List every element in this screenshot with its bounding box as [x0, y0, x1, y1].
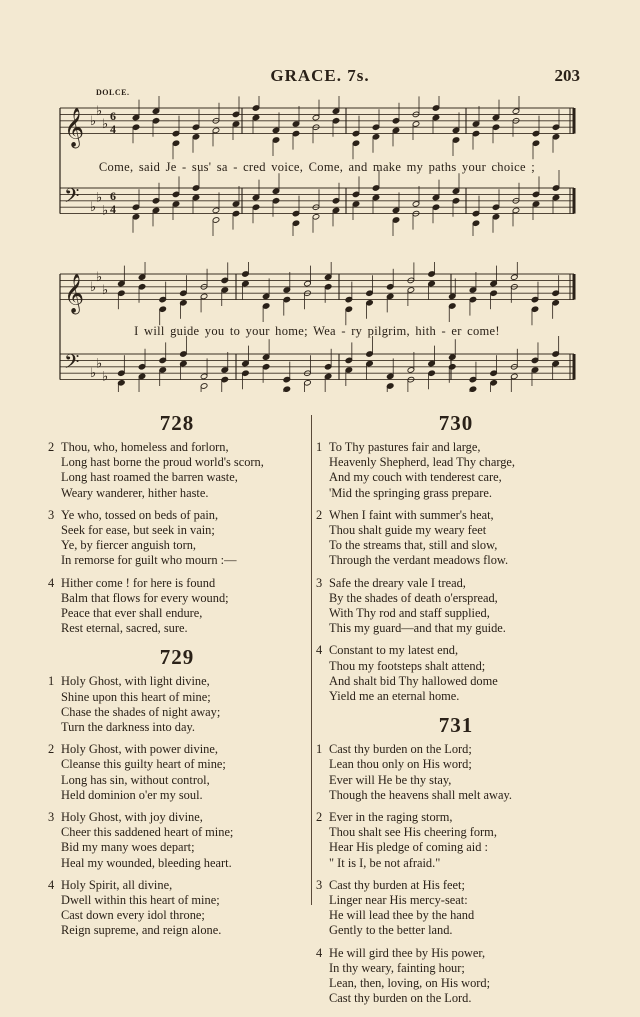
stanza-number: 1 [48, 674, 55, 689]
hymn-730 [316, 412, 596, 704]
verse-text: Cheer this saddened heart of mine; [61, 825, 234, 840]
verse-line [48, 576, 306, 591]
verse-line [316, 523, 596, 538]
stanza-number: 3 [316, 575, 323, 590]
verse-text: With Thy rod and staff supplied, [329, 606, 490, 621]
time-signature: 6 [110, 109, 116, 123]
verse-text: Lean thou only on His word; [329, 757, 472, 772]
verse-text: Rest eternal, sacred, sure. [61, 621, 188, 636]
stanza-number: 4 [316, 643, 323, 658]
verse-text: Cast thy burden on the Lord. [329, 991, 472, 1006]
verse-text: Gently to the better land. [329, 923, 453, 938]
stanza [48, 810, 306, 871]
verse-text: Holy Ghost, with power divine, [61, 742, 218, 757]
lyrics-line-2: I will guide you to your home; Wea - ry pilgrim, hith - er come! [134, 324, 500, 338]
verse-line [316, 773, 596, 788]
verse-line [48, 606, 306, 621]
verse-line [48, 690, 306, 705]
stanza-list [316, 440, 596, 704]
verse-line [316, 976, 596, 991]
stanza-list [48, 440, 306, 636]
verse-line [48, 621, 306, 636]
verse-line [316, 991, 596, 1006]
lyrics-line-1: Come, said Je - sus' sa - cred voice, Come, and make my paths your choice ; [98, 160, 536, 174]
verse-line [316, 576, 596, 591]
verse-line [316, 856, 596, 871]
column-divider [311, 415, 312, 905]
verse-line [48, 825, 306, 840]
page-number: 203 [554, 66, 580, 85]
flat-icon: ♭ [102, 116, 109, 131]
stanza-number: 2 [316, 810, 323, 825]
verse-line [316, 788, 596, 803]
music-system-1 [56, 96, 578, 236]
verse-text: Seek for ease, but seek in vain; [61, 523, 215, 538]
verse-text: Ever will He be thy stay, [329, 772, 452, 787]
verse-line [316, 470, 596, 485]
verse-text: Through the verdant meadows flow. [329, 553, 509, 568]
verse-text: 'Mid the springing grass prepare. [329, 485, 492, 500]
verse-text: To Thy pastures fair and large, [329, 440, 481, 454]
verse-text: Heal my wounded, bleeding heart. [61, 855, 232, 870]
hymn-number: 730 [438, 411, 474, 435]
left-column [48, 412, 306, 949]
stanza-number: 1 [316, 440, 323, 454]
verse-line [48, 440, 306, 455]
bass-clef-icon: 𝄢 [64, 184, 80, 212]
verse-text: " It is I, be not afraid." [329, 855, 441, 870]
verse-line [316, 508, 596, 523]
tune-title: GRACE. 7s. [270, 66, 370, 85]
verse-text: Turn the darkness into day. [61, 720, 195, 735]
right-column [316, 412, 596, 1017]
verse-line [316, 486, 596, 501]
verse-line [48, 486, 306, 501]
verse-text: Ye who, tossed on beds of pain, [61, 507, 219, 522]
verse-text: Yield me an eternal home. [329, 689, 460, 704]
verse-text: Held dominion o'er my soul. [61, 787, 203, 802]
stanza [316, 742, 596, 803]
bass-clef-icon: 𝄢 [64, 350, 80, 378]
stanza-list [48, 674, 306, 938]
verse-text: Thou my footsteps shalt attend; [329, 658, 486, 673]
stanza [316, 643, 596, 704]
verse-line [48, 908, 306, 923]
stanza [316, 878, 596, 939]
verse-line [48, 720, 306, 735]
verse-line [48, 773, 306, 788]
verse-line [48, 674, 306, 689]
verse-line [316, 440, 596, 455]
verse-text: In thy weary, fainting hour; [329, 960, 465, 975]
verse-text: When I faint with summer's heat, [329, 507, 494, 522]
verse-text: Dwell within this heart of mine; [61, 893, 220, 908]
tempo-marking: DOLCE. [96, 88, 130, 97]
verse-line [48, 591, 306, 606]
verse-line [316, 742, 596, 757]
verse-text: And shalt bid Thy hallowed dome [329, 673, 498, 688]
verse-line [48, 893, 306, 908]
stanza-number: 3 [48, 810, 55, 825]
stanza [48, 440, 306, 501]
stanza [316, 810, 596, 871]
verse-text: Shine upon this heart of mine; [61, 689, 211, 704]
stanza [48, 674, 306, 735]
verse-line [316, 946, 596, 961]
verse-line [48, 508, 306, 523]
stanza [48, 742, 306, 803]
verse-line [316, 538, 596, 553]
verse-line [316, 643, 596, 658]
flat-icon: ♭ [102, 282, 109, 297]
verse-text: Ever in the raging storm, [329, 810, 453, 825]
verse-text: Thou shalt see His cheering form, [329, 825, 497, 840]
verse-text: Cast thy burden on the Lord; [329, 742, 472, 757]
verse-line [48, 705, 306, 720]
verse-text: By the shades of death o'erspread, [329, 590, 498, 605]
hymn-729 [48, 646, 306, 938]
verse-line [48, 455, 306, 470]
verse-line [48, 810, 306, 825]
verse-line [48, 840, 306, 855]
verse-text: Ye, by fiercer anguish torn, [61, 538, 197, 553]
verse-line [316, 810, 596, 825]
flat-icon: ♭ [102, 368, 109, 384]
verse-text: Linger near His mercy-seat: [329, 893, 468, 908]
time-signature: 4 [110, 122, 116, 136]
verse-text: This my guard—and that my guide. [329, 621, 506, 636]
verse-line [316, 908, 596, 923]
verse-text: To the streams that, still and slow, [329, 538, 498, 553]
time-signature: 4 [110, 202, 116, 216]
flat-icon: ♭ [96, 355, 103, 371]
hymn-number: 731 [438, 713, 474, 738]
verse-text: Balm that flows for every wound; [61, 590, 229, 605]
stanza [316, 440, 596, 501]
verse-line [48, 878, 306, 893]
verse-line [316, 840, 596, 855]
verse-line [316, 689, 596, 704]
flat-icon: ♭ [90, 278, 97, 294]
verse-text: Cast thy burden at His feet; [329, 877, 465, 892]
verse-line [316, 606, 596, 621]
verse-text: Peace that ever shall endure, [61, 606, 203, 621]
treble-clef-icon: 𝄞 [64, 273, 85, 314]
verse-line [316, 825, 596, 840]
verse-text: Reign supreme, and reign alone. [61, 923, 222, 938]
stanza-number: 2 [48, 742, 55, 757]
verse-line [48, 470, 306, 485]
stanza [48, 508, 306, 569]
verse-text: Heavenly Shepherd, lead Thy charge, [329, 455, 516, 470]
verse-text: Long hast roamed the barren waste, [61, 470, 238, 485]
verse-line [48, 856, 306, 871]
verse-text: Hear His pledge of coming aid : [329, 840, 488, 855]
treble-clef-icon: 𝄞 [64, 107, 85, 148]
stanza-number: 4 [316, 945, 323, 960]
verse-text: Long hast borne the proud world's scorn, [61, 455, 264, 470]
verse-text: Holy Ghost, with joy divine, [61, 810, 203, 825]
stanza-number: 4 [48, 575, 55, 590]
stanza [48, 576, 306, 637]
hymn-728 [48, 412, 306, 636]
verse-line [48, 523, 306, 538]
music-system-2 [56, 262, 578, 392]
verse-text: Lean, then, loving, on His word; [329, 976, 491, 991]
verse-text: Constant to my latest end, [329, 643, 459, 658]
verse-line [316, 757, 596, 772]
verse-text: Hither come ! for here is found [61, 575, 216, 590]
stanza [316, 576, 596, 637]
verse-line [48, 788, 306, 803]
verse-line [316, 621, 596, 636]
verse-text: In remorse for guilt who mourn :— [61, 553, 237, 568]
verse-text: Weary wanderer, hither haste. [61, 485, 209, 500]
verse-text: Safe the dreary vale I tread, [329, 575, 466, 590]
stanza-number: 3 [316, 877, 323, 892]
stanza-number: 1 [316, 742, 323, 757]
verse-line [316, 878, 596, 893]
verse-line [316, 553, 596, 568]
verse-line [316, 591, 596, 606]
stanza-number: 4 [48, 877, 55, 892]
verse-text: Thou shalt guide my weary feet [329, 523, 487, 538]
verse-line [316, 455, 596, 470]
verse-text: Cleanse this guilty heart of mine; [61, 757, 226, 772]
verse-line [316, 893, 596, 908]
verse-text: Chase the shades of night away; [61, 704, 221, 719]
hymn-number: 728 [159, 411, 195, 435]
verse-text: Holy Spirit, all divine, [61, 877, 173, 892]
stanza-list [316, 742, 596, 1006]
stanza [316, 946, 596, 1007]
stanza [48, 878, 306, 939]
verse-text: And my couch with tenderest care, [329, 470, 502, 485]
flat-icon: ♭ [96, 103, 103, 119]
stanza-number: 3 [48, 507, 55, 522]
flat-icon: ♭ [90, 365, 97, 381]
verse-line [48, 742, 306, 757]
flat-icon: ♭ [90, 199, 97, 215]
time-signature: 6 [110, 189, 116, 203]
stanza-number: 2 [48, 440, 55, 454]
verse-text: Bid my many woes depart; [61, 840, 195, 855]
flat-icon: ♭ [102, 202, 109, 218]
hymn-number: 729 [159, 645, 195, 670]
flat-icon: ♭ [96, 269, 103, 285]
verse-line [316, 659, 596, 674]
verse-line [316, 674, 596, 689]
verse-text: Though the heavens shall melt away. [329, 787, 512, 802]
hymn-731 [316, 714, 596, 1006]
verse-text: He will lead thee by the hand [329, 908, 475, 923]
stanza [316, 508, 596, 569]
flat-icon: ♭ [90, 112, 97, 128]
verse-line [316, 961, 596, 976]
stanza-number: 2 [316, 507, 323, 522]
verse-line [48, 923, 306, 938]
verse-text: Cast down every idol throne; [61, 908, 205, 923]
verse-line [48, 553, 306, 568]
verse-line [48, 538, 306, 553]
verse-text: Thou, who, homeless and forlorn, [61, 440, 229, 454]
verse-text: Holy Ghost, with light divine, [61, 674, 210, 689]
verse-line [316, 923, 596, 938]
verse-line [48, 757, 306, 772]
flat-icon: ♭ [96, 189, 103, 205]
verse-text: Long has sin, without control, [61, 772, 210, 787]
verse-text: He will gird thee by His power, [329, 945, 486, 960]
